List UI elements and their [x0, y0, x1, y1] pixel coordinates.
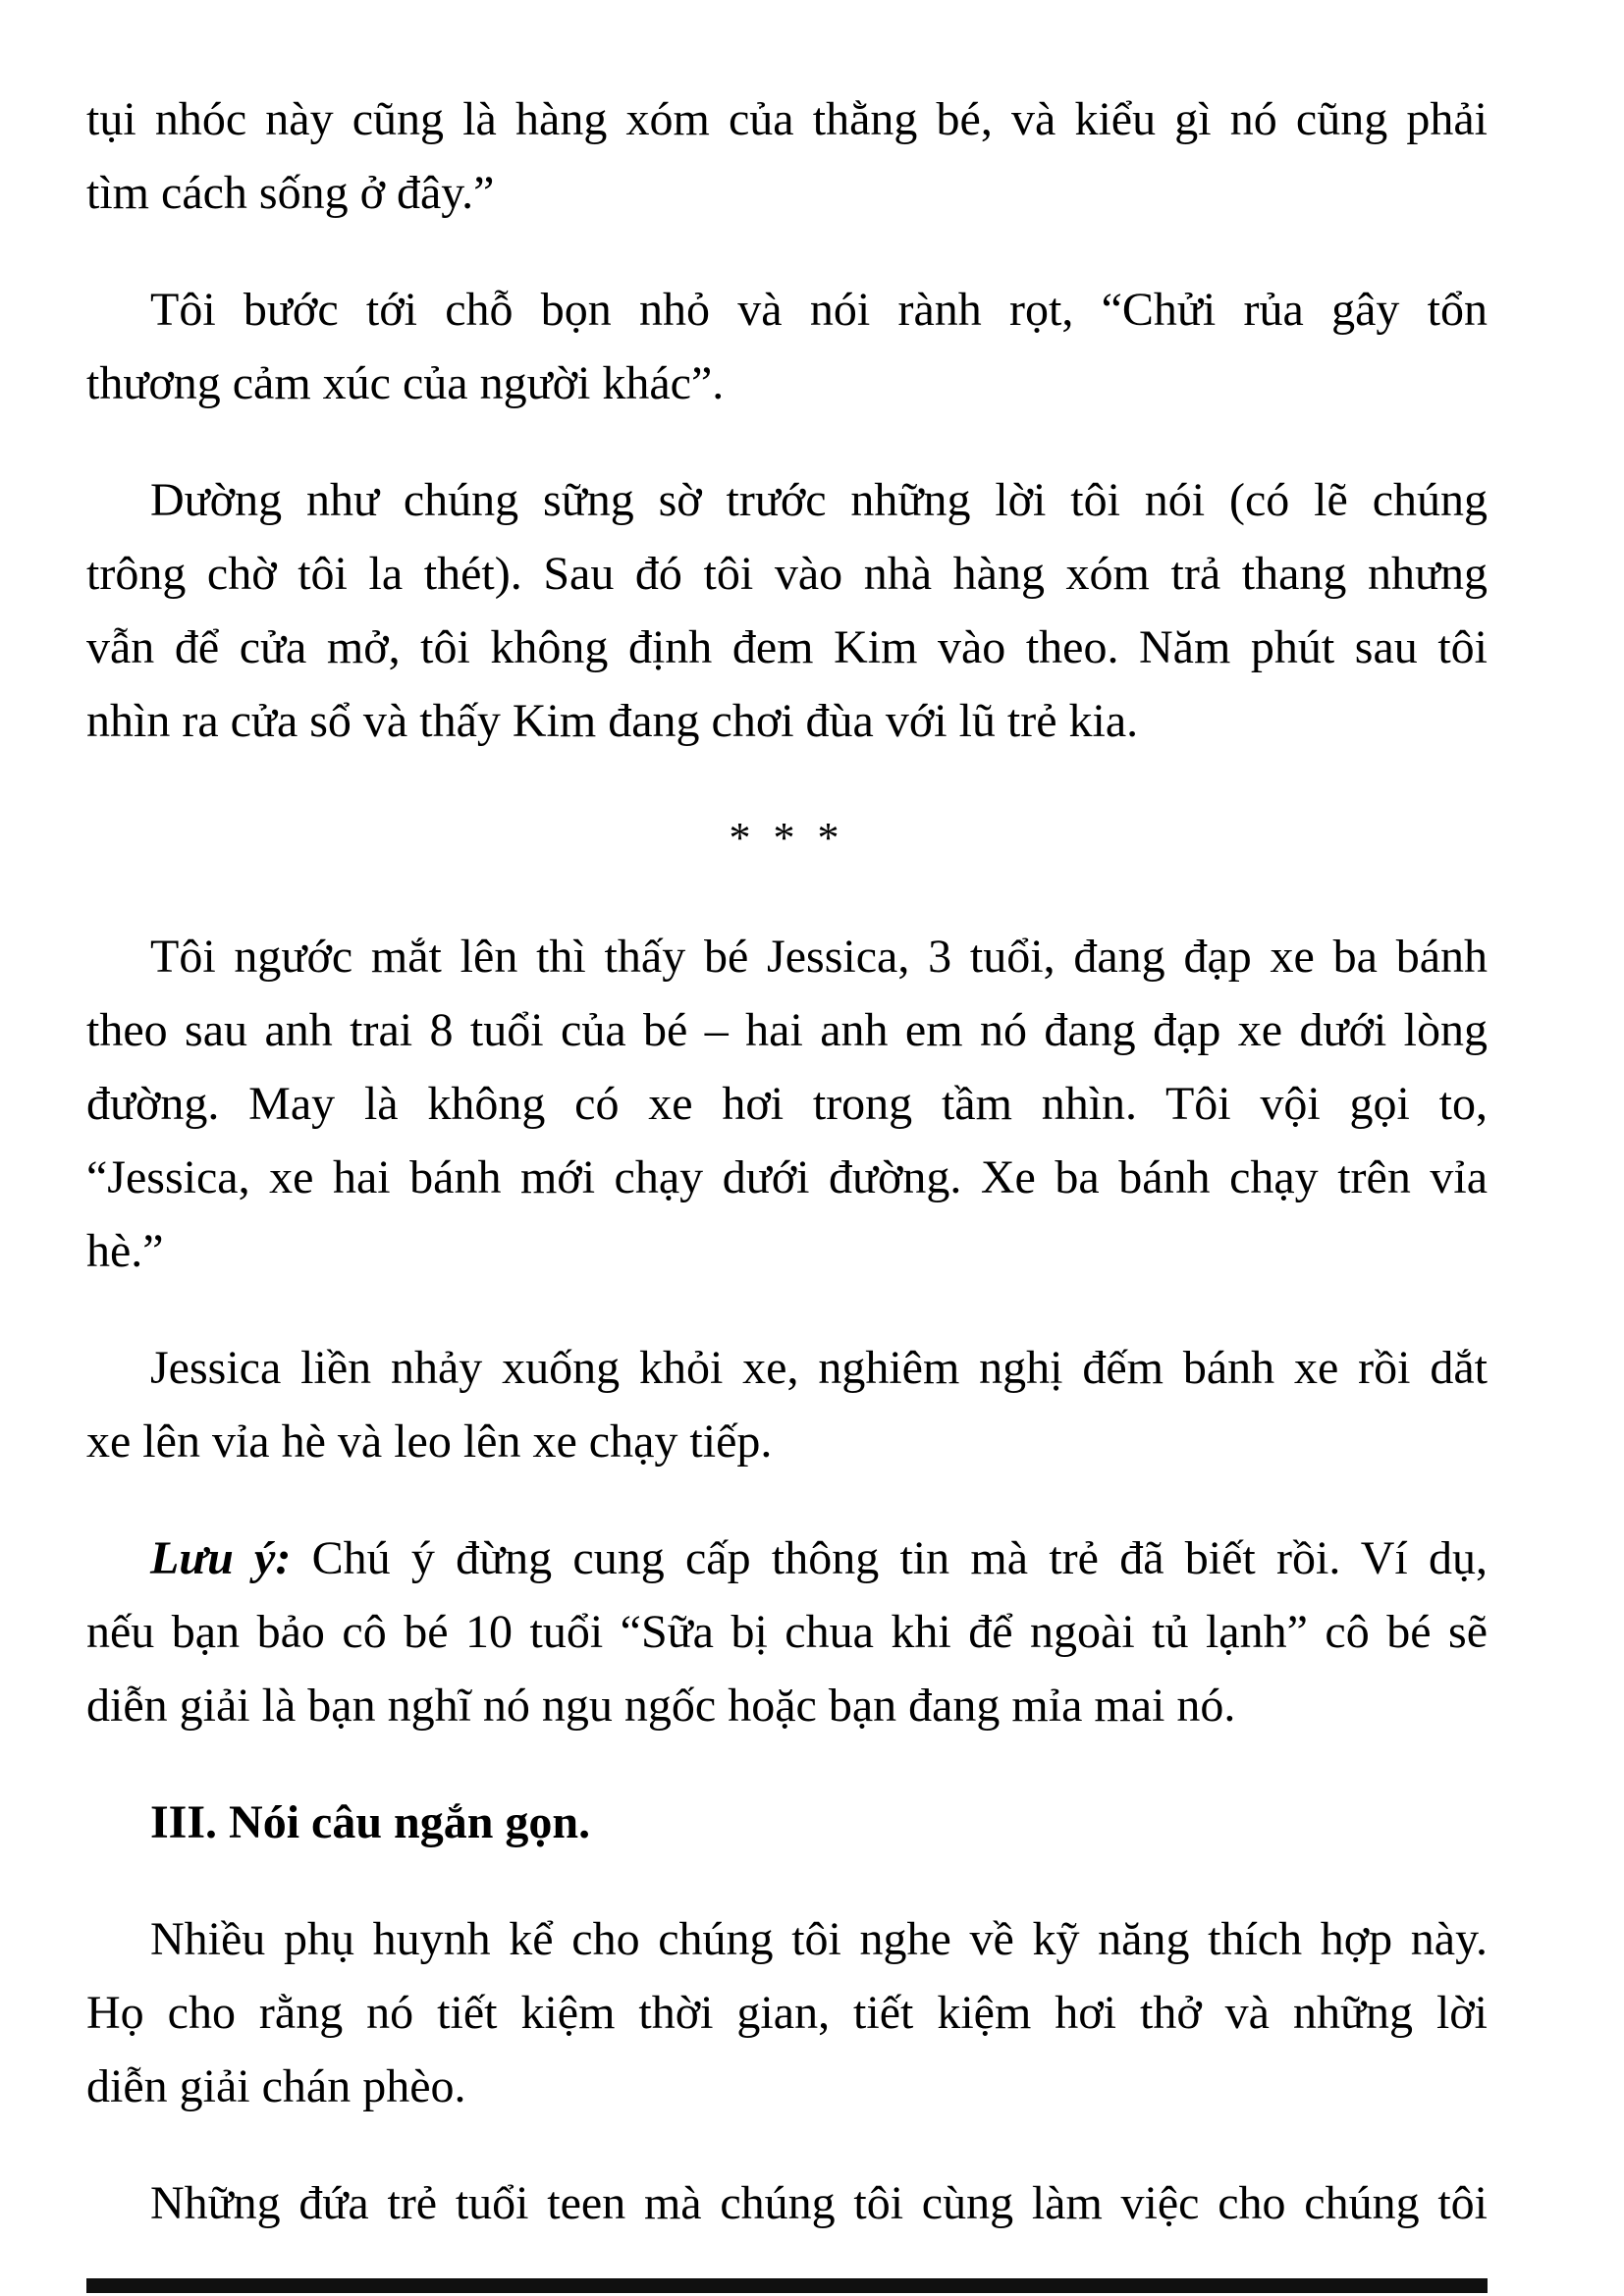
text-line: hè.” — [86, 1225, 164, 1277]
text-line: Tôi bước tới chỗ bọn nhỏ và nói rành rọt, “Chửi rủa gây tổn — [150, 284, 1488, 336]
text-line: đường. May là không có xe hơi trong tầm nhìn. Tôi vội gọi to, — [86, 1078, 1488, 1130]
text-line: thương cảm xúc của người khác”. — [86, 357, 725, 409]
text-line: diễn giải là bạn nghĩ nó ngu ngốc hoặc bạn đang mỉa mai nó. — [86, 1680, 1236, 1732]
text-line: Những đứa trẻ tuổi teen mà chúng tôi cùng làm việc cho chúng tôi — [150, 2177, 1488, 2229]
paragraph — [86, 463, 1488, 758]
text-line — [86, 1522, 1488, 1595]
text-line: Jessica liền nhảy xuống khỏi xe, nghiêm nghị đếm bánh xe rồi dắt — [150, 1342, 1488, 1394]
note-label: Lưu ý: — [150, 1532, 292, 1584]
text-line: Dường như chúng sững sờ trước những lời tôi nói (có lẽ chúng — [150, 474, 1488, 526]
paragraph — [86, 1902, 1488, 2123]
text-line: tìm cách sống ở đây.” — [86, 167, 495, 219]
text-line: Nhiều phụ huynh kể cho chúng tôi nghe về kỹ năng thích hợp này. — [150, 1913, 1488, 1965]
text-line: “Jessica, xe hai bánh mới chạy dưới đường. Xe ba bánh chạy trên vỉa — [86, 1151, 1488, 1203]
text-line: nếu bạn bảo cô bé 10 tuổi “Sữa bị chua khi để ngoài tủ lạnh” cô bé sẽ — [86, 1606, 1488, 1658]
paragraph — [86, 920, 1488, 1288]
paragraph — [86, 1331, 1488, 1478]
text-line: Họ cho rằng nó tiết kiệm thời gian, tiết kiệm hơi thở và những lời — [86, 1987, 1488, 2039]
note-text: Chú ý đừng cung cấp thông tin mà trẻ đã biết rồi. Ví dụ, — [291, 1532, 1488, 1584]
text-line: Tôi ngước mắt lên thì thấy bé Jessica, 3 tuổi, đang đạp xe ba bánh — [150, 931, 1488, 983]
note-paragraph — [86, 1522, 1488, 1742]
text-line: theo sau anh trai 8 tuổi của bé – hai anh em nó đang đạp xe dưới lòng — [86, 1004, 1488, 1056]
heading-text: III. Nói câu ngắn gọn. — [150, 1796, 591, 1848]
paragraph — [86, 2166, 1488, 2240]
clipped-next-line-artifact — [86, 2278, 1488, 2293]
paragraph — [86, 273, 1488, 420]
text-line: trông chờ tôi la thét). Sau đó tôi vào nhà hàng xóm trả thang nhưng — [86, 548, 1488, 600]
text-line: tụi nhóc này cũng là hàng xóm của thằng bé, và kiểu gì nó cũng phải — [86, 93, 1488, 145]
text-line: diễn giải chán phèo. — [86, 2060, 466, 2112]
text-line: vẫn để cửa mở, tôi không định đem Kim vào theo. Năm phút sau tôi — [86, 621, 1488, 673]
text-line: nhìn ra cửa sổ và thấy Kim đang chơi đùa với lũ trẻ kia. — [86, 695, 1139, 747]
section-heading — [86, 1786, 1488, 1859]
paragraph-continued — [86, 82, 1488, 230]
text-line: xe lên vỉa hè và leo lên xe chạy tiếp. — [86, 1415, 773, 1468]
section-separator: * * * — [729, 814, 845, 862]
